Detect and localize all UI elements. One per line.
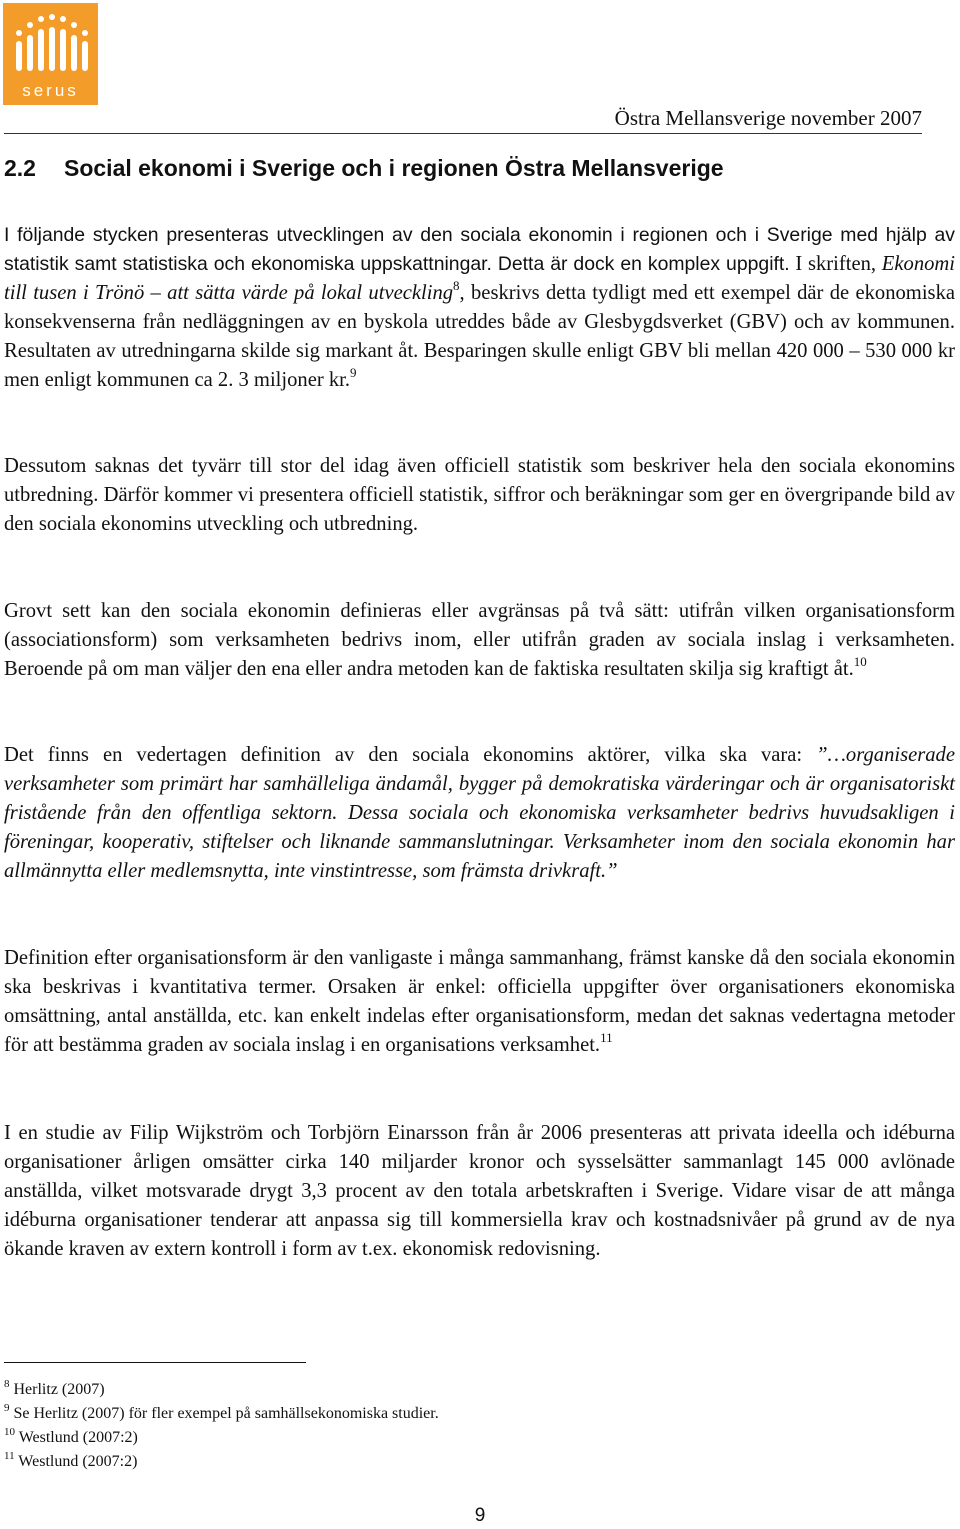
section-heading bbox=[4, 155, 724, 182]
footnote-9 bbox=[4, 1402, 439, 1426]
footnote-ref-8[interactable]: 8 bbox=[453, 278, 460, 293]
footnote-10 bbox=[4, 1426, 439, 1450]
footnotes bbox=[4, 1378, 439, 1474]
definition-lead: Det finns en vedertagen definition av den sociala ekonomins aktörer, vilka ska vara: bbox=[4, 744, 817, 766]
paragraph-5 bbox=[4, 944, 955, 1060]
paragraph-4 bbox=[4, 741, 955, 886]
header-title: Östra Mellansverige november 2007 bbox=[614, 106, 922, 130]
paragraph-3-text: Grovt sett kan den sociala ekonomin definieras eller avgränsas på två sätt: utifrån vilken organisationsform (associationsform) som verksamheten bedrivs inom, eller utifrån graden av sociala inslag i verksamheten. Beroende på om man väljer den ena eller andra metoden kan de faktiska resultaten skilja sig kraftigt åt. bbox=[4, 600, 955, 680]
page-number: 9 bbox=[474, 1505, 486, 1526]
header-divider bbox=[4, 133, 922, 134]
paragraph-1-lead: I skriften, bbox=[789, 253, 882, 275]
footnote-divider bbox=[4, 1362, 306, 1363]
book-title: Ekonomi till tusen i Trönö – att sätta värde på lokal utveckling bbox=[4, 253, 956, 304]
section-title: Social ekonomi i Sverige och i regionen Östra Mellansverige bbox=[64, 155, 724, 181]
paragraph-1-intro: I följande stycken presenteras utvecklingen av den sociala ekonomin i regionen och i Sverige med hjälp av statistik samt statistiska och ekonomiska uppskattningar. Detta är dock en komplex uppgift. bbox=[4, 224, 955, 275]
footnote-number: 10 bbox=[4, 1426, 15, 1438]
footnote-text: Westlund (2007:2) bbox=[15, 1429, 138, 1446]
footnote-text: Se Herlitz (2007) för fler exempel på samhällsekonomiska studier. bbox=[9, 1405, 439, 1422]
serus-logo bbox=[3, 3, 98, 105]
paragraph-5-text: Definition efter organisationsform är den vanligaste i många sammanhang, främst kanske då den sociala ekonomin ska beskrivas i kvantitativa termer. Orsaken är enkel: officiella uppgifter över organisationers ekonomiska omsättning, antal anställda, etc. kan enkelt indelas efter organisationsform, medan det saknas vedertagna metoder för att bestämma graden av sociala inslag i en organisations verksamhet. bbox=[4, 947, 955, 1056]
footnote-ref-11[interactable]: 11 bbox=[600, 1030, 613, 1045]
footnote-number: 9 bbox=[4, 1402, 10, 1414]
paragraph-3 bbox=[4, 597, 955, 684]
paragraph-2: Dessutom saknas det tyvärr till stor del idag även officiell statistik som beskriver hela den sociala ekonomins utbredning. Därför kommer vi presentera officiell statistik, siffror och beräkningar som ger en övergripande bild av den sociala ekonomins utveckling och utbredning. bbox=[4, 455, 955, 535]
footnote-number: 11 bbox=[4, 1450, 15, 1462]
footnote-ref-9[interactable]: 9 bbox=[350, 365, 357, 380]
footnote-11 bbox=[4, 1450, 439, 1474]
section-number: 2.2 bbox=[4, 155, 36, 181]
logo-mark-icon bbox=[3, 3, 98, 83]
definition-quote: ”…organiserade verksamheter som primärt har samhälleliga ändamål, bygger på demokratiska värderingar och är organisatoriskt fristående från den offentliga sektorn. Dessa sociala och ekonomiska verksamheter bedrivs huvudsakligen i föreningar, kooperativ, stiftelser och liknande sammanslutningar. Verksamheter inom den sociala ekonomin har allmännytta eller medlemsnytta, inte vinstintresse, som främsta drivkraft.” bbox=[4, 744, 955, 882]
logo-text: serus bbox=[22, 81, 79, 100]
footnote-8 bbox=[4, 1378, 439, 1402]
paragraph-1-body: , beskrivs detta tydligt med ett exempel där de ekonomiska konsekvenserna från nedläggningen av en byskola utreddes både av Glesbygdsverket (GBV) och av kommunen. Resultaten av utredningarna skilde sig markant åt. Besparingen skulle enligt GBV bli mellan 420 000 – 530 000 kr men enligt kommunen ca 2. 3 miljoner kr. bbox=[4, 282, 956, 391]
footnote-text: Herlitz (2007) bbox=[9, 1381, 105, 1398]
footnote-text: Westlund (2007:2) bbox=[14, 1453, 138, 1470]
paragraph-6: I en studie av Filip Wijkström och Torbjörn Einarsson från år 2006 presenteras att privata ideella och idéburna organisationer årligen omsätter cirka 140 miljarder kronor och sysselsätter sammanlagt 145 000 avlönade anställda, vilket motsvarade drygt 3,3 procent av den totala arbetskraften i Sverige. Vidare visar de att många idéburna organisationer tenderar att anpassa sig till kommersiella krav och kostnadsnivåer på grund av de nya ökande kraven av extern kontroll i form av t.ex. ekonomisk redovisning. bbox=[4, 1122, 955, 1260]
footnote-ref-10[interactable]: 10 bbox=[853, 654, 867, 669]
paragraph-1 bbox=[4, 221, 955, 395]
footnote-number: 8 bbox=[4, 1378, 10, 1390]
